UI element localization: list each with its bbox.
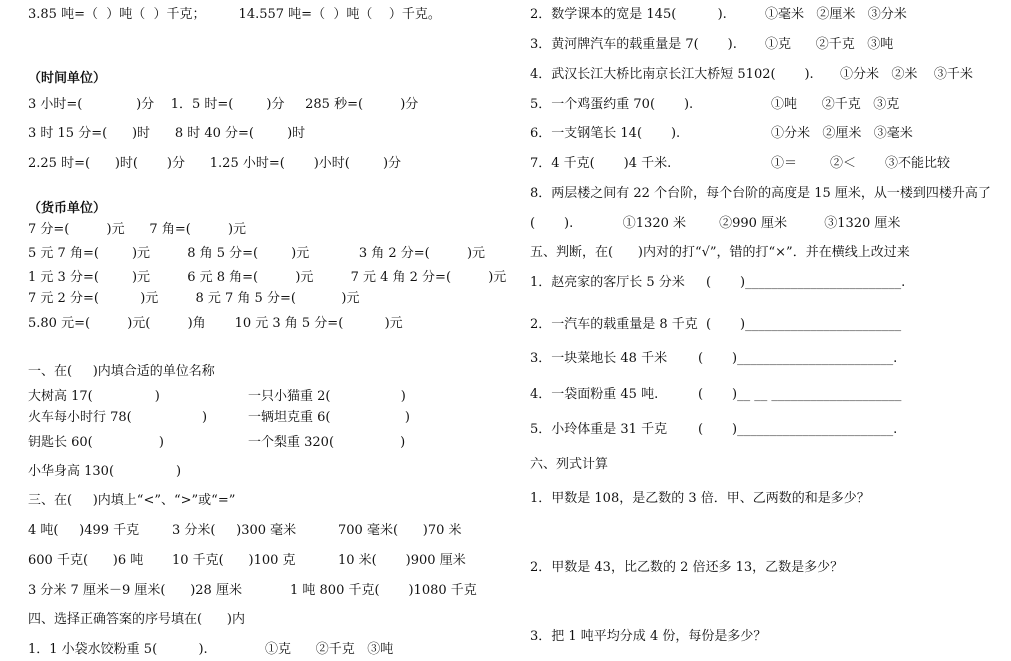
choice-q4: 4．武汉长江大桥比南京长江大桥短 5102( ). (530, 67, 814, 82)
choice-q5-options: ①吨 ②千克 ③克 (771, 97, 900, 112)
section-1-item-b-left: 火车每小时行 78( ) (28, 410, 208, 425)
section-1-item-a-right: 一只小猫重 2( ) (248, 389, 406, 404)
judge-q5: 5．小玲体重是 31 千克 (530, 422, 668, 437)
money-line-4: 7 元 2 分=( )元 8 元 7 角 5 分=( )元 (28, 291, 360, 306)
section-4-q1-options: ①克 ②千克 ③吨 (265, 642, 394, 657)
choice-q3: 3．黄河牌汽车的载重量是 7( ). (530, 37, 737, 52)
choice-q8-line-1: 8．两层楼之间有 22 个台阶，每个台阶的高度是 15 厘米，从一楼到四楼升高了 (530, 186, 991, 201)
judge-q4-answer-line: ( )__ __ ____________________ (698, 387, 902, 402)
section-1-item-d: 小华身高 130( ) (28, 464, 182, 479)
money-line-2: 5 元 7 角=( )元 8 角 5 分=( )元 3 角 2 分=( )元 (28, 246, 486, 261)
time-line-1: 3 小时=( )分 1．5 时=( )分 285 秒=( )分 (28, 97, 419, 112)
section-1-title: 一、在( )内填合适的单位名称 (28, 364, 215, 379)
section-3-b-1: 600 千克( )6 吨 (28, 553, 144, 568)
money-line-5: 5.80 元=( )元( )角 10 元 3 角 5 分=( )元 (28, 316, 403, 331)
judge-q1: 1．赵亮家的客厅长 5 分米 (530, 275, 685, 290)
choice-q4-options: ①分米 ②米 ③千米 (840, 67, 973, 82)
section-3-b-2: 10 千克( )100 克 (172, 553, 296, 568)
money-unit-heading: （货币单位） (28, 201, 107, 216)
choice-q2: 2．数学课本的宽是 145( ). (530, 7, 727, 22)
section-1-item-c-right: 一个梨重 320( ) (248, 435, 406, 450)
money-line-3: 1 元 3 分=( )元 6 元 8 角=( )元 7 元 4 角 2 分=( )元 (28, 270, 507, 285)
choice-q3-options: ①克 ②千克 ③吨 (765, 37, 894, 52)
section-6-title: 六、列式计算 (530, 457, 609, 472)
section-3-c-2: 1 吨 800 千克( )1080 千克 (290, 583, 477, 598)
choice-q6-options: ①分米 ②厘米 ③毫米 (771, 126, 913, 141)
section-3-c-1: 3 分米 7 厘米－9 厘米( )28 厘米 (28, 583, 242, 598)
judge-q5-answer-line: ( )________________________. (698, 422, 898, 437)
section-1-item-a-left: 大树高 17( ) (28, 389, 160, 404)
time-line-3: 2.25 时=( )时( )分 1.25 小时=( )小时( )分 (28, 156, 402, 171)
judge-q4: 4．一袋面粉重 45 吨. (530, 387, 659, 402)
calc-q1: 1．甲数是 108，是乙数的 3 倍．甲、乙两数的和是多少？ (530, 491, 870, 506)
weight-conversion-line: 3.85 吨=（ ）吨（ ）千克； 14.557 吨=（ ）吨（ ）千克。 (28, 7, 441, 22)
choice-q5: 5．一个鸡蛋约重 70( ). (530, 97, 694, 112)
choice-q7-options: ①＝ ②＜ ③不能比较 (771, 156, 950, 171)
judge-q2: 2．一汽车的载重量是 8 千克 (530, 317, 698, 332)
choice-q7: 7．4 千克( )4 千米. (530, 156, 672, 171)
money-line-1: 7 分=( )元 7 角=( )元 (28, 222, 247, 237)
judge-q3: 3．一块菜地长 48 千米 (530, 351, 668, 366)
section-3-a-3: 700 毫米( )70 米 (338, 523, 462, 538)
section-3-b-3: 10 米( )900 厘米 (338, 553, 466, 568)
time-unit-heading: （时间单位） (28, 71, 107, 86)
section-3-title: 三、在( )内填上“<”、“>”或“=” (28, 493, 236, 508)
judge-q2-answer-line: ( )________________________ (706, 317, 902, 332)
section-3-a-1: 4 吨( )499 千克 (28, 523, 140, 538)
choice-q6: 6．一支钢笔长 14( ). (530, 126, 681, 141)
time-line-2: 3 时 15 分=( )时 8 时 40 分=( )时 (28, 126, 306, 141)
section-3-a-2: 3 分米( )300 毫米 (172, 523, 297, 538)
section-4-title: 四、选择正确答案的序号填在( )内 (28, 612, 245, 627)
calc-q2: 2．甲数是 43，比乙数的 2 倍还多 13，乙数是多少？ (530, 560, 844, 575)
section-4-q1: 1．1 小袋水饺粉重 5( ). (28, 642, 208, 657)
judge-q1-answer-line: ( )________________________. (706, 275, 906, 290)
choice-q8-line-2: ( ). ①1320 米 ②990 厘米 ③1320 厘米 (530, 216, 901, 231)
judge-q3-answer-line: ( )________________________. (698, 351, 898, 366)
choice-q2-options: ①毫米 ②厘米 ③分米 (765, 7, 907, 22)
section-1-item-b-right: 一辆坦克重 6( ) (248, 410, 410, 425)
section-1-item-c-left: 钥匙长 60( ) (28, 435, 164, 450)
section-5-title: 五、判断，在( )内对的打“√”，错的打“×”．并在横线上改过来 (530, 245, 910, 260)
calc-q3: 3．把 1 吨平均分成 4 份，每份是多少？ (530, 629, 767, 644)
